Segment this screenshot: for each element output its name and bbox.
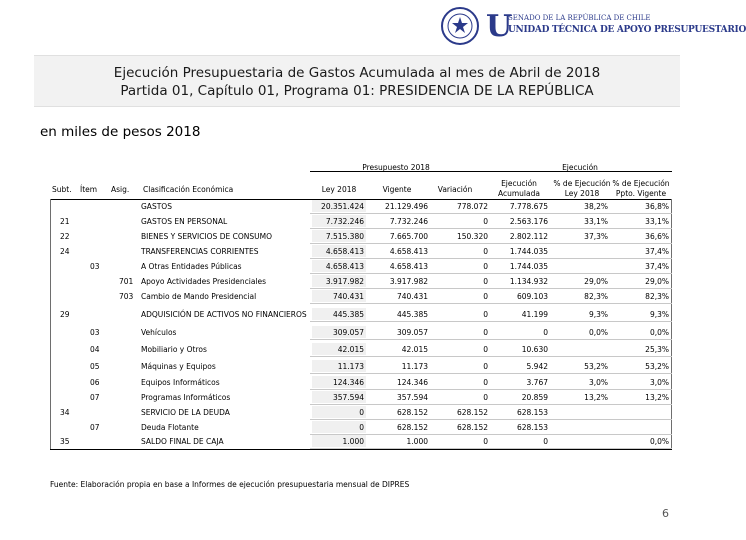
- cell-vig: 4.658.413: [389, 262, 428, 271]
- cell-ley: 3.917.982: [325, 277, 364, 286]
- cell-vig: 1.000: [406, 437, 428, 446]
- row-separator: [310, 228, 672, 229]
- logo-letter: U: [486, 9, 513, 44]
- cell-subt: 34: [60, 408, 70, 417]
- row-separator: [310, 419, 672, 420]
- cell-ejec: 0: [543, 328, 548, 337]
- cell-ejec: 2.802.112: [509, 232, 548, 241]
- cell-item: 07: [90, 423, 100, 432]
- row-separator: [310, 339, 672, 340]
- cell-var: 0: [483, 437, 488, 446]
- logo-unit-text: UNIDAD TÉCNICA DE APOYO PRESUPUESTARIO: [508, 25, 746, 35]
- cell-pley: 82,3%: [584, 292, 608, 301]
- cell-ejec: 7.778.675: [509, 202, 548, 211]
- cell-ejec: 2.563.176: [509, 217, 548, 226]
- cell-ley: 0: [359, 408, 364, 417]
- header-ejec-2: Acumulada: [498, 189, 540, 198]
- row-separator: [310, 321, 672, 322]
- table-left-border: [50, 199, 51, 449]
- cell-pvig: 25,3%: [645, 345, 669, 354]
- cell-vig: 7.665.700: [389, 232, 428, 241]
- header-pct-ley-1: % de Ejecución: [553, 179, 611, 188]
- cell-ejec: 3.767: [526, 378, 548, 387]
- header-vigente: Vigente: [382, 185, 412, 194]
- row-separator: [310, 356, 672, 357]
- cell-asig: 701: [119, 277, 134, 286]
- cell-ley: 0: [359, 423, 364, 432]
- cell-var: 150.320: [456, 232, 488, 241]
- cell-item: 05: [90, 362, 100, 371]
- subtitle: en miles de pesos 2018: [40, 124, 201, 140]
- cell-ley: 4.658.413: [325, 247, 364, 256]
- row-separator: [310, 373, 672, 374]
- row-separator: [310, 389, 672, 390]
- cell-desc: SALDO FINAL DE CAJA: [141, 437, 224, 446]
- cell-pley: 29,0%: [584, 277, 608, 286]
- cell-pvig: 29,0%: [645, 277, 669, 286]
- cell-vig: 124.346: [396, 378, 428, 387]
- cell-asig: 703: [119, 292, 134, 301]
- header-pct-vig-2: Ppto. Vigente: [615, 189, 667, 198]
- cell-pley: 9,3%: [588, 310, 608, 319]
- cell-desc: Equipos Informáticos: [141, 378, 220, 387]
- cell-desc: Mobiliario y Otros: [141, 345, 207, 354]
- row-separator: [310, 213, 672, 214]
- cell-pvig: 3,0%: [649, 378, 669, 387]
- cell-ejec: 1.744.035: [509, 247, 548, 256]
- cell-desc: TRANSFERENCIAS CORRIENTES: [141, 247, 259, 256]
- cell-ley: 309.057: [332, 328, 364, 337]
- cell-subt: 35: [60, 437, 70, 446]
- cell-subt: 21: [60, 217, 70, 226]
- cell-ejec: 628.153: [516, 408, 548, 417]
- cell-pvig: 82,3%: [645, 292, 669, 301]
- cell-vig: 309.057: [396, 328, 428, 337]
- cell-ejec: 5.942: [526, 362, 548, 371]
- header-ejec-1: Ejecución: [501, 179, 537, 188]
- cell-desc: Vehículos: [141, 328, 177, 337]
- cell-ley: 7.732.246: [325, 217, 364, 226]
- cell-pley: 3,0%: [588, 378, 608, 387]
- header-variacion: Variación: [437, 185, 473, 194]
- cell-var: 0: [483, 247, 488, 256]
- cell-pvig: 53,2%: [645, 362, 669, 371]
- cell-ley: 42.015: [337, 345, 364, 354]
- header-pct-vig-1: % de Ejecución: [612, 179, 670, 188]
- cell-vig: 357.594: [396, 393, 428, 402]
- cell-var: 0: [483, 378, 488, 387]
- cell-vig: 11.173: [401, 362, 428, 371]
- cell-pley: 38,2%: [584, 202, 608, 211]
- cell-pvig: 33,1%: [645, 217, 669, 226]
- cell-desc: GASTOS EN PERSONAL: [141, 217, 228, 226]
- group-header-ejecucion: Ejecución: [562, 163, 598, 172]
- cell-var: 0: [483, 362, 488, 371]
- table-right-border: [671, 199, 672, 449]
- cell-ejec: 609.103: [516, 292, 548, 301]
- cell-subt: 24: [60, 247, 70, 256]
- cell-var: 0: [483, 310, 488, 319]
- cell-var: 0: [483, 393, 488, 402]
- cell-ley: 1.000: [342, 437, 364, 446]
- cell-desc: BIENES Y SERVICIOS DE CONSUMO: [141, 232, 272, 241]
- cell-pvig: 0,0%: [649, 437, 669, 446]
- cell-ejec: 0: [543, 437, 548, 446]
- cell-vig: 628.152: [396, 408, 428, 417]
- cell-ley: 11.173: [337, 362, 364, 371]
- cell-desc: ADQUISICIÓN DE ACTIVOS NO FINANCIEROS: [141, 310, 307, 319]
- row-separator: [310, 273, 672, 274]
- cell-var: 0: [483, 217, 488, 226]
- cell-pvig: 13,2%: [645, 393, 669, 402]
- cell-desc: Cambio de Mando Presidencial: [141, 292, 257, 301]
- cell-var: 0: [483, 328, 488, 337]
- cell-pvig: 36,6%: [645, 232, 669, 241]
- cell-ley: 124.346: [332, 378, 364, 387]
- cell-pley: 53,2%: [584, 362, 608, 371]
- row-separator: [310, 258, 672, 259]
- cell-pvig: 37,4%: [645, 247, 669, 256]
- table-bottom-rule: [50, 449, 672, 450]
- cell-item: 03: [90, 262, 100, 271]
- cell-subt: 22: [60, 232, 70, 241]
- cell-vig: 445.385: [396, 310, 428, 319]
- cell-item: 04: [90, 345, 100, 354]
- cell-desc: SERVICIO DE LA DEUDA: [141, 408, 230, 417]
- logo-senate-text: SENADO DE LA REPÚBLICA DE CHILE: [508, 14, 651, 22]
- cell-ley: 740.431: [332, 292, 364, 301]
- cell-pley: 13,2%: [584, 393, 608, 402]
- cell-vig: 42.015: [401, 345, 428, 354]
- cell-vig: 4.658.413: [389, 247, 428, 256]
- cell-var: 0: [483, 292, 488, 301]
- cell-pvig: 0,0%: [649, 328, 669, 337]
- header-asig: Asig.: [111, 185, 130, 194]
- cell-var: 628.152: [456, 408, 488, 417]
- cell-pvig: 36,8%: [645, 202, 669, 211]
- cell-subt: 29: [60, 310, 70, 319]
- cell-vig: 3.917.982: [389, 277, 428, 286]
- cell-ejec: 628.153: [516, 423, 548, 432]
- cell-ejec: 41.199: [521, 310, 548, 319]
- cell-ejec: 10.630: [521, 345, 548, 354]
- cell-item: 06: [90, 378, 100, 387]
- cell-pvig: 9,3%: [649, 310, 669, 319]
- title-line-2: Partida 01, Capítulo 01, Programa 01: PRESIDENCIA DE LA REPÚBLICA: [120, 83, 594, 99]
- cell-vig: 628.152: [396, 423, 428, 432]
- header-clasif: Clasificación Económica: [143, 185, 234, 194]
- title-line-1: Ejecución Presupuestaria de Gastos Acumulada al mes de Abril de 2018: [113, 65, 601, 81]
- row-separator: [310, 303, 672, 304]
- cell-var: 0: [483, 262, 488, 271]
- row-separator: [310, 288, 672, 289]
- row-separator: [310, 243, 672, 244]
- page-number: 6: [662, 507, 669, 520]
- row-separator: [310, 404, 672, 405]
- cell-vig: 21.129.496: [385, 202, 428, 211]
- cell-var: 778.072: [456, 202, 488, 211]
- header-item: Ítem: [80, 185, 98, 194]
- cell-ejec: 1.134.932: [509, 277, 548, 286]
- cell-desc: GASTOS: [141, 202, 172, 211]
- row-separator: [310, 448, 672, 449]
- cell-vig: 740.431: [396, 292, 428, 301]
- cell-var: 0: [483, 345, 488, 354]
- cell-ley: 20.351.424: [321, 202, 364, 211]
- cell-desc: A Otras Entidades Públicas: [141, 262, 242, 271]
- cell-ley: 357.594: [332, 393, 364, 402]
- cell-item: 07: [90, 393, 100, 402]
- header-subt: Subt.: [52, 185, 72, 194]
- cell-pley: 37,3%: [584, 232, 608, 241]
- group-header-presupuesto: Presupuesto 2018: [362, 163, 430, 172]
- cell-ejec: 1.744.035: [509, 262, 548, 271]
- header-ley: Ley 2018: [321, 185, 357, 194]
- cell-pley: 33,1%: [584, 217, 608, 226]
- footer-source: Fuente: Elaboración propia en base a Informes de ejecución presupuestaria mensual de DIPRES: [50, 480, 410, 489]
- cell-desc: Apoyo Actividades Presidenciales: [141, 277, 267, 286]
- cell-ley: 445.385: [332, 310, 364, 319]
- cell-vig: 7.732.246: [389, 217, 428, 226]
- cell-desc: Programas Informáticos: [141, 393, 231, 402]
- cell-desc: Máquinas y Equipos: [141, 362, 216, 371]
- cell-pley: 0,0%: [588, 328, 608, 337]
- cell-var: 0: [483, 277, 488, 286]
- cell-ejec: 20.859: [521, 393, 548, 402]
- cell-ley: 7.515.380: [325, 232, 364, 241]
- cell-pvig: 37,4%: [645, 262, 669, 271]
- cell-item: 03: [90, 328, 100, 337]
- cell-var: 628.152: [456, 423, 488, 432]
- header-pct-ley-2: Ley 2018: [564, 189, 600, 198]
- cell-ley: 4.658.413: [325, 262, 364, 271]
- cell-desc: Deuda Flotante: [141, 423, 199, 432]
